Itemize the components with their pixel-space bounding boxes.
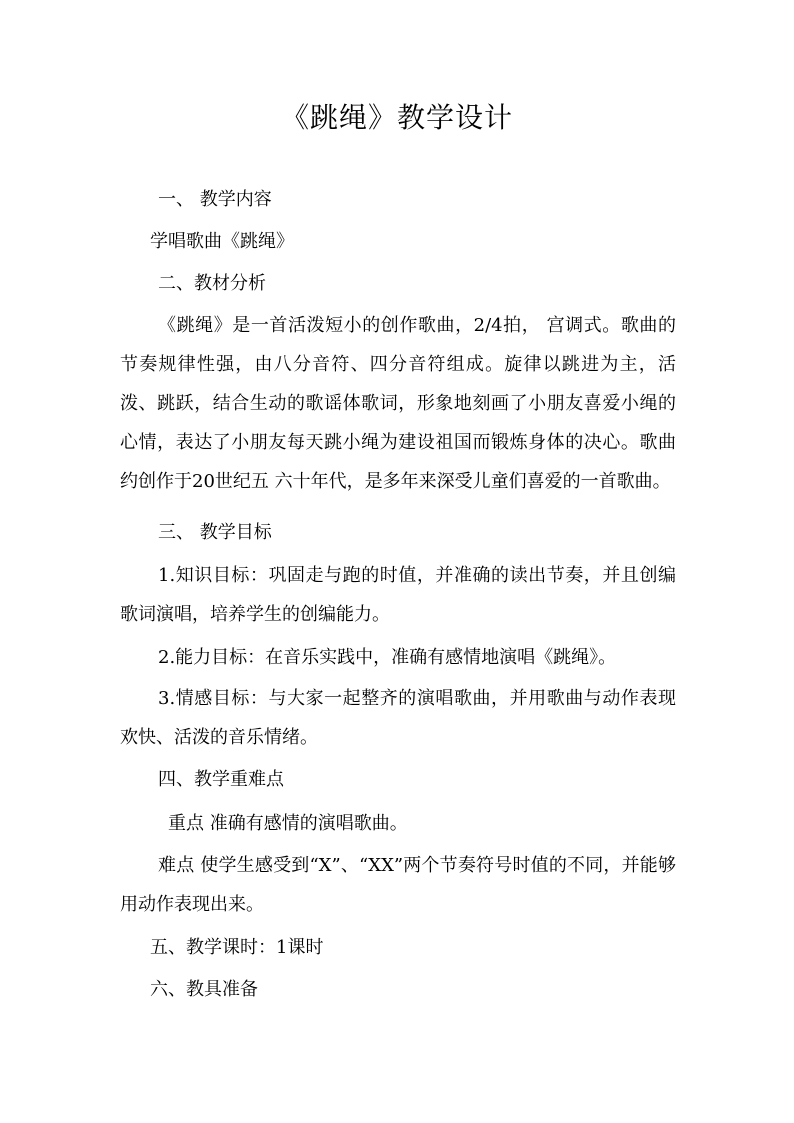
section-body-content: 学唱歌曲《跳绳》: [150, 231, 294, 252]
objective-knowledge: 1.知识目标：巩固走与跑的时值，并准确的读出节奏，并且创编歌词演唱，培养学生的创编能力。: [120, 565, 676, 625]
objective-emotion: 3.情感目标：与大家一起整齐的演唱歌曲，并用歌曲与动作表现欢快、活泼的音乐情绪。: [120, 688, 676, 748]
section-heading-analysis: 二、教材分析: [158, 273, 266, 294]
section-heading-teaching-aids: 六、教具准备: [150, 979, 258, 1000]
section-heading-key-points: 四、教学重难点: [158, 769, 284, 790]
difficulty-point: 难点 使学生感受到“X”、“XX”两个节奏符号时值的不同，并能够用动作表现出来。: [120, 855, 676, 915]
section-heading-content: 一、 教学内容: [158, 189, 272, 210]
objective-ability: 2.能力目标：在音乐实践中，准确有感情地演唱《跳绳》。: [158, 647, 617, 668]
document-title: 《跳绳》教学设计: [280, 101, 513, 134]
section-body-analysis: 《跳绳》是一首活泼短小的创作歌曲，2/4拍， 宫调式。歌曲的节奏规律性强，由八分音符、四分音符组成。旋律以跳进为主，活泼、跳跃，结合生动的歌谣体歌词，形象地刻画了小朋友喜爱小绳的心情，表达了小朋友每天跳小绳为建设祖国而锻炼身体的决心。歌曲约创作于20世纪五 六十年代，是多年来深受儿童们喜爱的一首歌曲。: [120, 315, 676, 492]
section-heading-objectives: 三、 教学目标: [158, 522, 272, 543]
key-point: 重点 准确有感情的演唱歌曲。: [168, 813, 408, 834]
section-heading-class-hours: 五、教学课时：1课时: [150, 937, 324, 958]
